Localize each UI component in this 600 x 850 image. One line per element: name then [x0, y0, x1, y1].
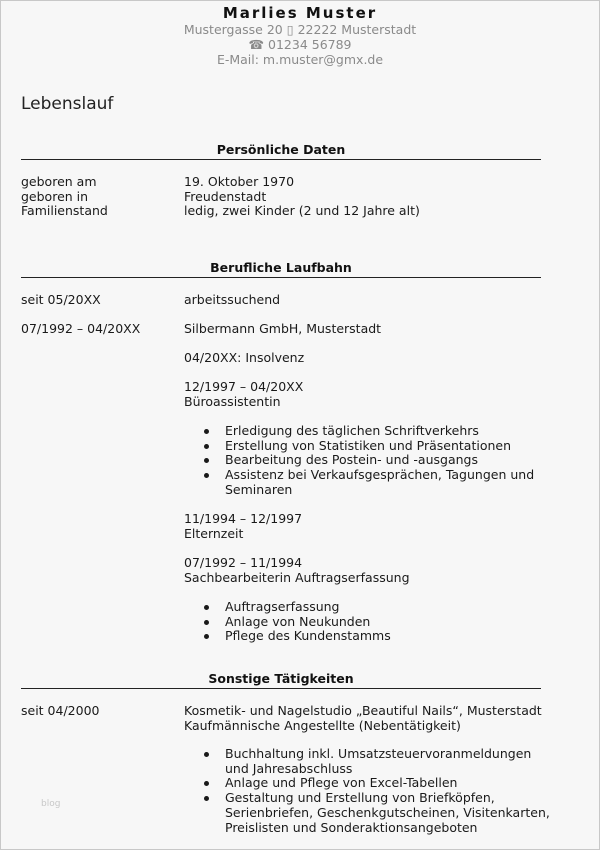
block2-period: 11/1994 – 12/1997 — [184, 511, 303, 526]
list-item-continuation: und Jahresabschluss — [225, 760, 353, 776]
section-heading-other: Sonstige Tätigkeiten — [21, 672, 541, 689]
career-status-current: arbeitssuchend — [184, 292, 281, 307]
career-insolvency: 04/20XX: Insolvenz — [184, 350, 305, 365]
block3-period: 07/1992 – 11/1994 — [184, 555, 303, 570]
list-item: Buchhaltung inkl. Umsatzsteuervoranmeldungen — [184, 747, 550, 762]
section-heading-personal: Persönliche Daten — [21, 143, 541, 160]
document-title: Lebenslauf — [21, 94, 114, 114]
section-heading-career: Berufliche Laufbahn — [21, 261, 541, 278]
career-employer: Silbermann GmbH, Musterstadt — [184, 321, 382, 336]
label-birthdate: geboren am — [21, 174, 97, 189]
label-birthplace: geboren in — [21, 188, 89, 204]
value-birthdate: 19. Oktober 1970 — [184, 174, 295, 189]
block3-task-list — [184, 600, 391, 644]
phone: ☎ 01234 56789 — [248, 37, 352, 52]
list-item: Erledigung des täglichen Schriftverkehrs — [184, 424, 534, 439]
label-marital-status: Familienstand — [21, 203, 108, 219]
applicant-name: Marlies Muster — [222, 4, 378, 22]
value-birthplace: Freudenstadt — [184, 188, 267, 204]
other-role: Kaufmännische Angestellte (Nebentätigkeit) — [184, 717, 461, 733]
block2-role: Elternzeit — [184, 525, 244, 541]
watermark: blog — [41, 799, 61, 809]
career-period-current: seit 05/20XX — [21, 292, 101, 307]
list-item: Erstellung von Statistiken und Präsentationen — [184, 439, 534, 454]
block3-role: Sachbearbeiterin Auftragserfassung — [184, 569, 410, 585]
other-task-list — [184, 747, 550, 835]
list-item: Assistenz bei Verkaufsgesprächen, Tagungen und — [184, 468, 534, 483]
list-item: Bearbeitung des Postein- und -ausgangs — [184, 453, 534, 468]
other-employer: Kosmetik- und Nagelstudio „Beautiful Nails“, Musterstadt — [184, 703, 542, 718]
list-item: Gestaltung und Erstellung von Briefköpfen, — [184, 791, 550, 806]
block1-period: 12/1997 – 04/20XX — [184, 379, 304, 394]
list-item: Anlage und Pflege von Excel-Tabellen — [184, 776, 550, 791]
block1-role: Büroassistentin — [184, 393, 281, 409]
address: Mustergasse 20 ▯ 22222 Musterstadt — [183, 22, 417, 37]
career-period-employer: 07/1992 – 04/20XX — [21, 321, 141, 336]
list-item: Pflege des Kundenstamms — [184, 629, 391, 644]
email[interactable]: E-Mail: m.muster@gmx.de — [216, 52, 384, 67]
list-item: Anlage von Neukunden — [184, 615, 391, 630]
block1-task-list — [184, 424, 534, 498]
list-item-continuation: Preislisten und Sonderaktionsangeboten — [225, 819, 478, 835]
list-item: Auftragserfassung — [184, 600, 391, 615]
header — [1, 5, 599, 67]
list-item-continuation: Seminaren — [225, 481, 293, 497]
list-item-continuation: Serienbriefen, Geschenkgutscheinen, Visitenkarten, — [225, 804, 550, 820]
other-period: seit 04/2000 — [21, 703, 100, 718]
value-marital-status: ledig, zwei Kinder (2 und 12 Jahre alt) — [184, 203, 420, 219]
